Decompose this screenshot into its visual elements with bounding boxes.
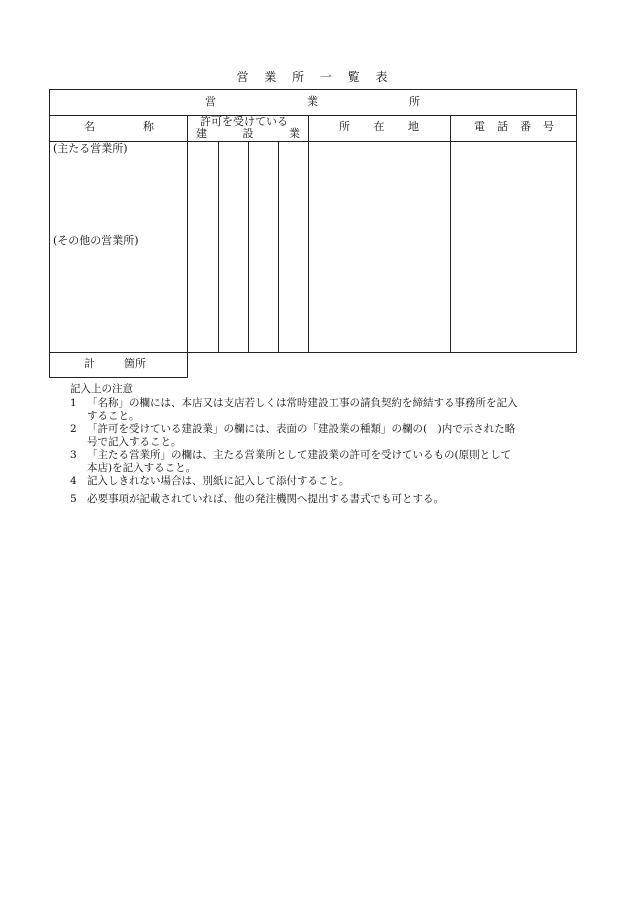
note-text: 「主たる営業所」の欄は、主たる営業所として建設業の許可を受けているもの(原則として 本店)を記入すること。 [87,449,512,474]
note-number: 2 [70,423,77,435]
note-item [70,397,570,423]
note-number: 5 [70,493,77,505]
header-char: 業 [307,95,318,108]
column-phone-header [474,121,554,133]
header-char: 地 [408,120,419,133]
notes-section [70,383,570,506]
other-office-label: (その他の営業所) [53,234,139,247]
header-char: 号 [543,120,554,133]
header-char: 在 [373,120,385,133]
note-number: 4 [70,475,77,487]
note-text: 必要事項が記載されていれば、他の発注機関へ提出する書式でも可とする。 [87,493,444,505]
main-office-label: (主たる営業所) [53,142,128,155]
total-char: 計 [84,357,95,370]
header-char: 設 [242,127,254,140]
note-item [70,475,570,488]
header-char: 業 [289,127,300,140]
header-char: 建 [196,127,207,140]
header-char: 名 [84,120,95,133]
note-number: 1 [70,397,77,409]
header-char: 電 [474,120,485,133]
column-name-header [84,121,154,133]
note-text: 「許可を受けている建設業」の欄には、表面の「建設業の種類」の欄の( )内で示された略 号で記入すること。 [87,423,516,448]
header-char: 称 [143,120,154,133]
note-text: 「名称」の欄には、本店又は支店若しくは常時建設工事の請負契約を締結する事務所を記入 すること。 [87,397,518,422]
page-title: 営 業 所 一 覧 表 [236,70,394,84]
column-address-header [339,121,419,133]
header-office-label [205,96,420,108]
note-item [70,449,570,475]
header-char: 話 [497,120,508,133]
total-unit: 箇所 [124,357,146,370]
note-item [70,423,570,449]
header-char: 所 [409,95,420,108]
note-number: 3 [70,449,77,461]
header-char: 所 [339,120,350,133]
column-license-header-line1: 許可を受けている [200,115,288,128]
notes-title: 記入上の注意 [70,383,133,395]
header-char: 番 [520,120,531,133]
header-char: 営 [205,95,216,108]
note-text: 記入しきれない場合は、別紙に記入して添付すること。 [87,475,350,487]
total-label [84,358,164,370]
column-license-header-line2 [196,128,300,140]
note-item [70,493,570,506]
